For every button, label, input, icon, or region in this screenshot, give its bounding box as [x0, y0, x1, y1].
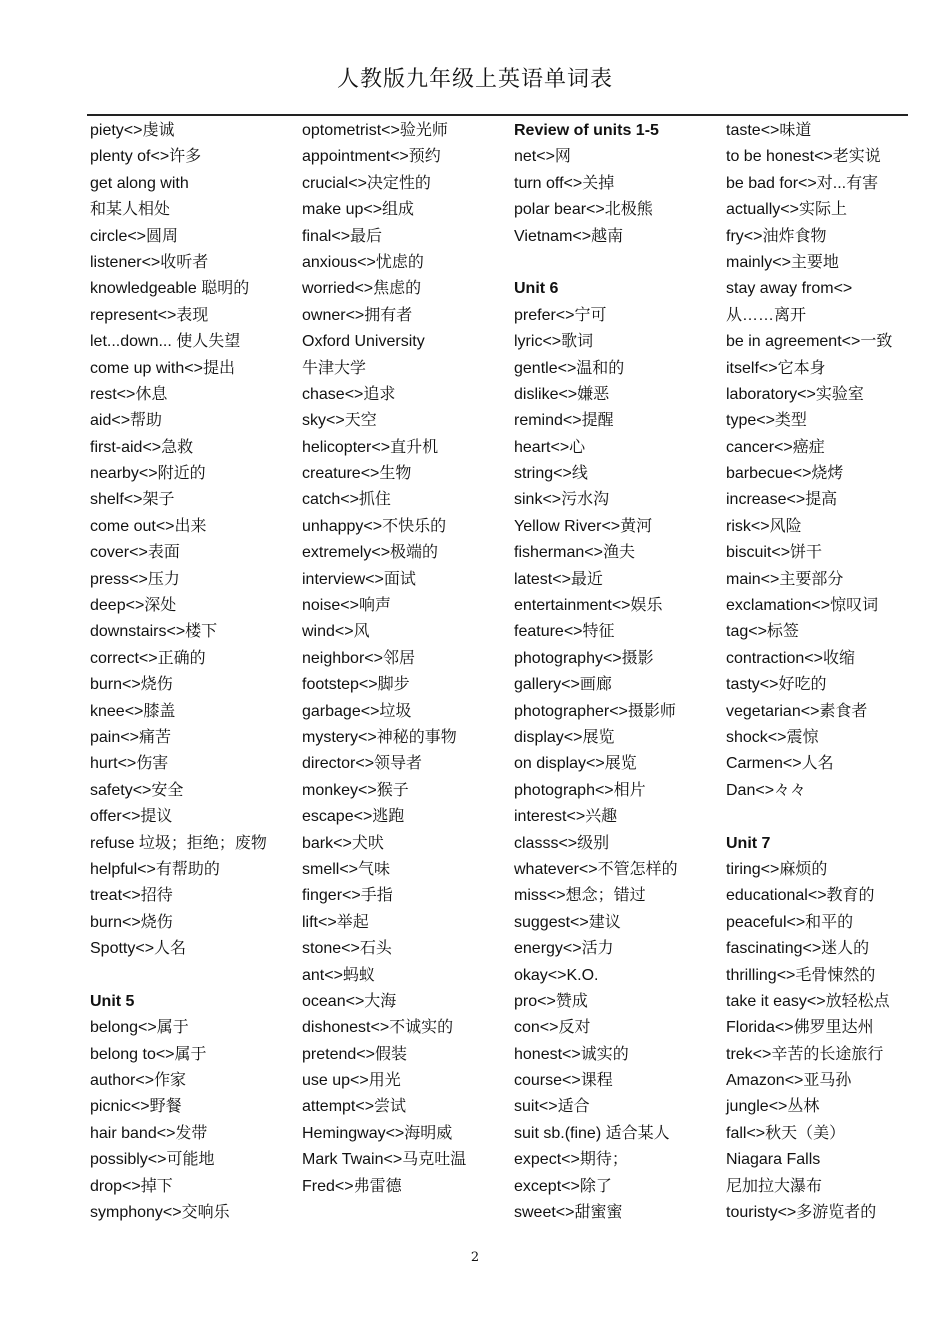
vocab-entry: Niagara Falls [726, 1151, 821, 1169]
vocab-entry: taste<>味道 [726, 122, 812, 139]
vocab-entry: use up<>用光 [302, 1072, 401, 1090]
vocab-entry: cancer<>癌症 [726, 438, 825, 456]
vocab-entry: piety<>虔诚 [90, 122, 175, 139]
vocab-entry: represent<>表现 [90, 306, 209, 324]
vocab-entry: neighbor<>邻居 [302, 649, 415, 667]
vocab-entry: let...down... 使人失望 [90, 333, 241, 351]
vocab-entry: burn<>烧伤 [90, 676, 173, 694]
vocab-entry: knee<>膝盖 [90, 702, 176, 720]
vocab-entry: correct<>正确的 [90, 649, 206, 667]
vocab-entry: Carmen<>人名 [726, 755, 834, 773]
vocab-entry: Florida<>佛罗里达州 [726, 1019, 874, 1037]
vocab-entry: lift<>举起 [302, 913, 369, 931]
vocab-entry: tasty<>好吃的 [726, 676, 827, 694]
vocab-entry: sky<>天空 [302, 412, 377, 430]
vocab-entry: remind<>提醒 [514, 412, 614, 430]
vocab-entry: extremely<>极端的 [302, 544, 439, 562]
vocab-entry: 和某人相处 [90, 201, 171, 219]
vocab-entry: helpful<>有帮助的 [90, 860, 220, 878]
vocab-entry: take it easy<>放轻松点 [726, 992, 890, 1010]
vocab-entry: contraction<>收缩 [726, 649, 855, 667]
vocab-entry: thrilling<>毛骨悚然的 [726, 966, 876, 984]
vocab-entry: appointment<>预约 [302, 148, 441, 166]
vocab-entry: unhappy<>不快乐的 [302, 517, 447, 535]
vocab-entry: pain<>痛苦 [90, 728, 171, 746]
vocab-entry: helicopter<>直升机 [302, 438, 439, 456]
vocab-entry: biscuit<>饼干 [726, 544, 823, 562]
vocab-entry: get along with [90, 174, 189, 192]
vocab-entry: dislike<>嫌恶 [514, 385, 610, 403]
vocab-column-1 [90, 118, 302, 1226]
vocab-entry: crucial<>决定性的 [302, 174, 431, 192]
vocab-entry: 尼加拉大瀑布 [726, 1177, 823, 1195]
vocab-entry: hurt<>伤害 [90, 755, 169, 773]
vocab-entry: aid<>帮助 [90, 412, 163, 430]
vocab-entry: gallery<>画廊 [514, 676, 612, 694]
vocab-entry: fry<>油炸食物 [726, 227, 827, 245]
vocab-entry: heart<>心 [514, 438, 586, 456]
vocab-entry: rest<>休息 [90, 385, 168, 403]
vocab-entry: creature<>生物 [302, 465, 412, 483]
vocab-entry: latest<>最近 [514, 570, 603, 588]
vocab-entry: display<>展览 [514, 728, 615, 746]
vocab-entry: refuse 垃圾；拒绝；废物 [90, 834, 267, 852]
vocab-entry: to be honest<>老实说 [726, 148, 881, 166]
vocab-entry: picnic<>野餐 [90, 1098, 182, 1116]
vocab-entry: lyric<>歌词 [514, 333, 594, 351]
vocab-entry: course<>课程 [514, 1072, 613, 1090]
vocab-entry: sweet<>甜蜜蜜 [514, 1204, 623, 1222]
vocab-entry: Yellow River<>黄河 [514, 517, 653, 535]
unit-heading: Unit 5 [90, 992, 135, 1010]
vocab-entry: shock<>震惊 [726, 728, 819, 746]
vocab-entry: suit sb.(fine) 适合某人 [514, 1124, 670, 1142]
vocab-entry: Vietnam<>越南 [514, 227, 624, 245]
vocab-entry: polar bear<>北极熊 [514, 201, 653, 219]
vocab-entry: whatever<>不管怎样的 [514, 860, 678, 878]
vocab-entry: deep<>深处 [90, 597, 177, 615]
blank-line [90, 963, 302, 989]
vocab-entry: finger<>手指 [302, 887, 393, 905]
vocab-entry: circle<>圆周 [90, 227, 179, 245]
vocab-entry: entertainment<>娱乐 [514, 597, 663, 615]
vocab-entry: safety<>安全 [90, 781, 184, 799]
unit-heading: Unit 6 [514, 280, 559, 298]
vocab-entry: Mark Twain<>马克吐温 [302, 1151, 467, 1169]
vocab-entry: owner<>拥有者 [302, 306, 413, 324]
page-number: 2 [470, 1250, 480, 1265]
vocab-entry: bark<>犬吠 [302, 834, 384, 852]
vocab-entry: monkey<>猴子 [302, 781, 409, 799]
vocab-entry: be in agreement<>一致 [726, 333, 893, 351]
vocab-entry: suggest<>建议 [514, 913, 621, 931]
vocab-entry: nearby<>附近的 [90, 465, 206, 483]
vocab-entry: ocean<>大海 [302, 992, 397, 1010]
vocab-entry: noise<>响声 [302, 597, 391, 615]
vocab-entry: expect<>期待； [514, 1151, 628, 1169]
vocab-entry: photograph<>相片 [514, 781, 646, 799]
vocab-entry: honest<>诚实的 [514, 1045, 629, 1063]
vocab-entry: turn off<>关掉 [514, 174, 615, 192]
vocab-entry: cover<>表面 [90, 544, 180, 562]
vocab-entry: director<>领导者 [302, 755, 423, 773]
vocab-entry: stone<>石头 [302, 940, 392, 958]
vocab-entry: itself<>它本身 [726, 359, 826, 377]
vocab-entry: prefer<>宁可 [514, 306, 607, 324]
vocab-entry: 从……离开 [726, 306, 807, 324]
vocab-entry: tag<>标签 [726, 623, 799, 641]
vocab-entry: plenty of<>许多 [90, 148, 202, 166]
vocab-entry: offer<>提议 [90, 808, 173, 826]
vocab-entry: peaceful<>和平的 [726, 913, 854, 931]
vocab-entry: belong<>属于 [90, 1019, 189, 1037]
vocab-entry: actually<>实际上 [726, 201, 847, 219]
vocab-entry: wind<>风 [302, 623, 370, 641]
vocab-entry: photographer<>摄影师 [514, 702, 676, 720]
vocab-entry: Dan<>々々 [726, 781, 807, 799]
vocab-entry: con<>反对 [514, 1019, 591, 1037]
vocab-entry: educational<>教育的 [726, 887, 875, 905]
vocab-entry: first-aid<>急救 [90, 438, 194, 456]
vocab-entry: feature<>特征 [514, 623, 615, 641]
vocab-entry: shelf<>架子 [90, 491, 175, 509]
vocab-entry: increase<>提高 [726, 491, 838, 509]
vocab-entry: pretend<>假装 [302, 1045, 407, 1063]
title-divider [87, 114, 908, 116]
vocab-entry: jungle<>丛林 [726, 1098, 820, 1116]
vocab-entry: touristy<>多游览者的 [726, 1204, 877, 1222]
vocab-entry: type<>类型 [726, 412, 807, 430]
vocab-entry: gentle<>温和的 [514, 359, 625, 377]
vocab-entry: fall<>秋天（美） [726, 1124, 846, 1142]
vocab-entry: garbage<>垃圾 [302, 702, 412, 720]
vocab-entry: be bad for<>对...有害 [726, 174, 879, 192]
vocab-entry: net<>网 [514, 148, 571, 166]
vocab-entry: miss<>想念；错过 [514, 887, 646, 905]
vocab-entry: footstep<>脚步 [302, 676, 410, 694]
vocab-entry: dishonest<>不诚实的 [302, 1019, 454, 1037]
vocab-entry: come out<>出来 [90, 517, 207, 535]
vocab-entry: main<>主要部分 [726, 570, 844, 588]
vocab-entry: catch<>抓住 [302, 491, 391, 509]
vocab-entry: chase<>追求 [302, 385, 396, 403]
vocab-entry: possibly<>可能地 [90, 1151, 215, 1169]
vocab-entry: drop<>掉下 [90, 1177, 173, 1195]
vocab-entry: fisherman<>渔夫 [514, 544, 635, 562]
vocab-entry: author<>作家 [90, 1072, 187, 1090]
blank-line [514, 250, 726, 276]
vocab-entry: tiring<>麻烦的 [726, 860, 828, 878]
vocab-entry: treat<>招待 [90, 887, 173, 905]
vocab-column-4 [726, 118, 938, 1226]
vocab-entry: trek<>辛苦的长途旅行 [726, 1045, 884, 1063]
vocab-entry: exclamation<>惊叹词 [726, 597, 879, 615]
vocab-entry: Hemingway<>海明威 [302, 1124, 453, 1142]
vocab-entry: come up with<>提出 [90, 359, 235, 377]
vocab-entry: listener<>收听者 [90, 253, 209, 271]
page-title: 人教版九年级上英语单词表 [336, 67, 613, 92]
unit-heading: Unit 7 [726, 834, 771, 852]
vocab-entry: hair band<>发带 [90, 1124, 208, 1142]
vocab-entry: escape<>逃跑 [302, 808, 405, 826]
vocab-entry: worried<>焦虑的 [302, 280, 422, 298]
vocab-entry: symphony<>交响乐 [90, 1204, 230, 1222]
vocab-entry: final<>最后 [302, 227, 383, 245]
vocab-entry: string<>线 [514, 465, 588, 483]
vocab-entry: smell<>气味 [302, 860, 391, 878]
vocab-entry: press<>压力 [90, 570, 180, 588]
vocab-entry: mainly<>主要地 [726, 253, 839, 271]
vocab-entry: Spotty<>人名 [90, 940, 187, 958]
vocab-entry: fascinating<>迷人的 [726, 940, 870, 958]
vocab-entry: pro<>赞成 [514, 992, 588, 1010]
vocab-entry: knowledgeable 聪明的 [90, 280, 250, 298]
vocab-entry: sink<>污水沟 [514, 491, 610, 509]
vocab-column-2 [302, 118, 514, 1200]
vocab-entry: mystery<>神秘的事物 [302, 728, 457, 746]
vocab-entry: except<>除了 [514, 1177, 612, 1195]
vocab-entry: stay away from<> [726, 280, 853, 298]
blank-line [726, 804, 938, 830]
vocab-entry: optometrist<>验光师 [302, 122, 448, 139]
unit-heading: Review of units 1-5 [514, 122, 659, 139]
vocab-entry: energy<>活力 [514, 940, 614, 958]
vocab-entry: barbecue<>烧烤 [726, 465, 844, 483]
vocab-entry: interest<>兴趣 [514, 808, 618, 826]
vocab-entry: interview<>面试 [302, 570, 416, 588]
vocab-entry: Oxford University [302, 333, 425, 351]
vocab-entry: ant<>蚂蚁 [302, 966, 375, 984]
vocab-entry: belong to<>属于 [90, 1045, 207, 1063]
vocab-entry: downstairs<>楼下 [90, 623, 218, 641]
vocab-entry: risk<>风险 [726, 517, 802, 535]
vocab-entry: vegetarian<>素食者 [726, 702, 868, 720]
vocab-entry: suit<>适合 [514, 1098, 590, 1116]
vocab-entry: make up<>组成 [302, 201, 415, 219]
vocab-column-3 [514, 118, 726, 1226]
vocab-entry: anxious<>忧虑的 [302, 253, 424, 271]
vocab-entry: laboratory<>实验室 [726, 385, 864, 403]
vocab-entry: Amazon<>亚马孙 [726, 1072, 852, 1090]
vocab-entry: classs<>级别 [514, 834, 610, 852]
vocab-entry: photography<>摄影 [514, 649, 654, 667]
vocab-entry: on display<>展览 [514, 755, 637, 773]
vocab-entry: okay<>K.O. [514, 966, 599, 984]
vocab-entry: attempt<>尝试 [302, 1098, 407, 1116]
vocab-entry: Fred<>弗雷德 [302, 1177, 402, 1195]
vocab-entry: 牛津大学 [302, 359, 367, 377]
vocab-entry: burn<>烧伤 [90, 913, 173, 931]
